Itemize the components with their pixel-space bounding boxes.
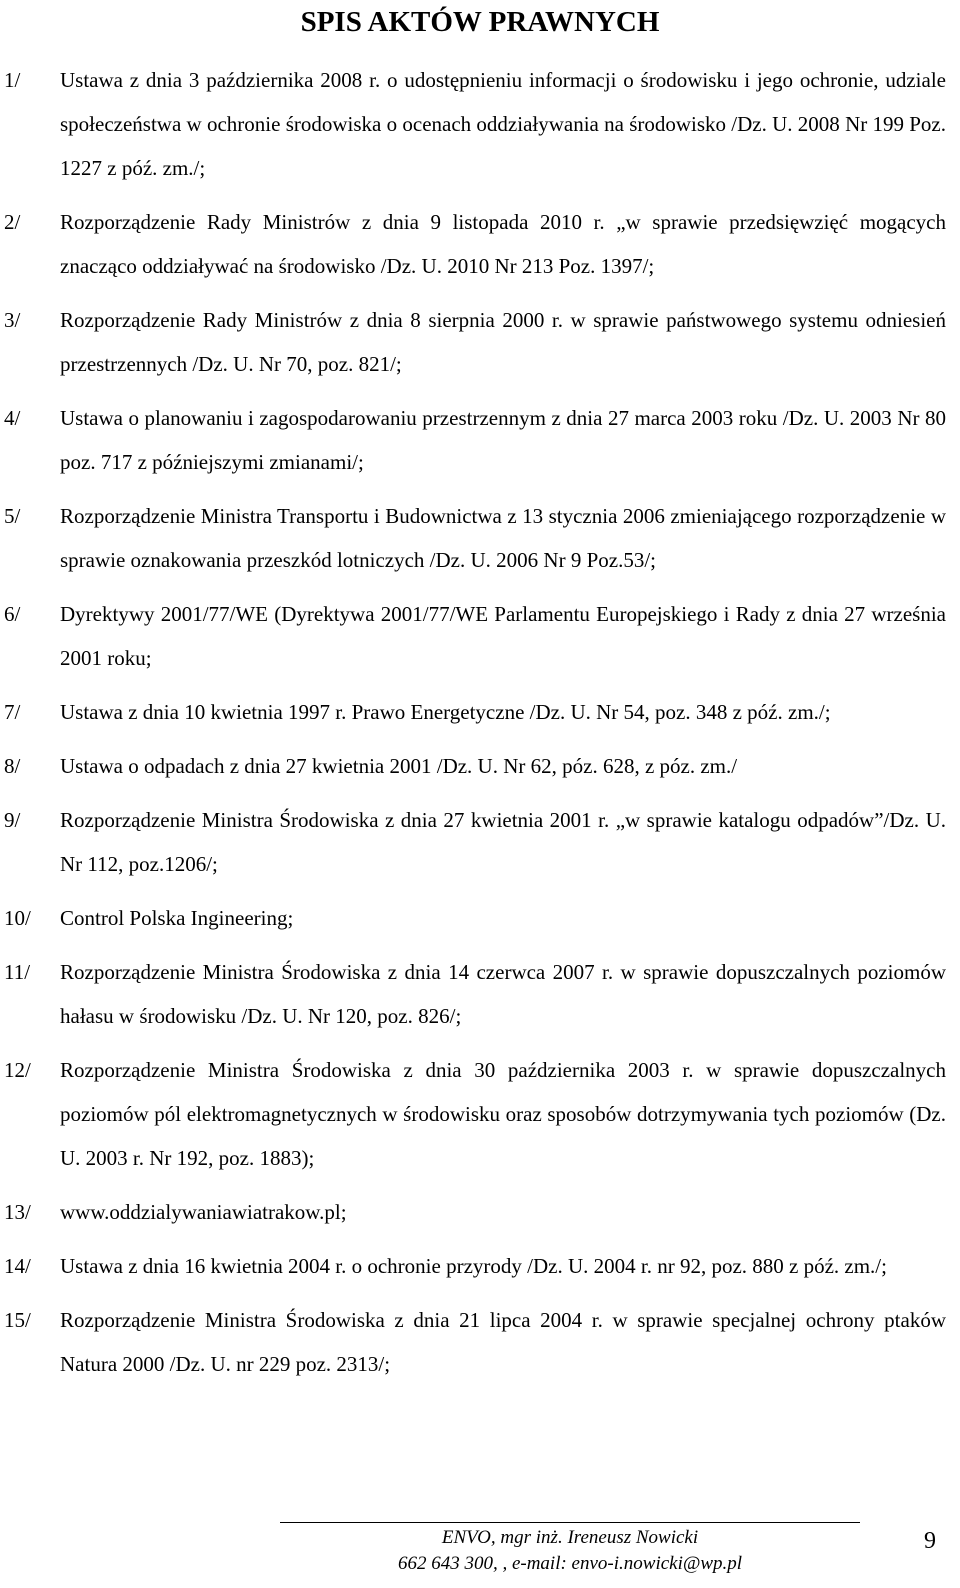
item-number: 7/ (4, 700, 21, 724)
item-number: 13/ (4, 1200, 31, 1224)
item-number: 9/ (4, 808, 21, 832)
item-number: 8/ (4, 754, 21, 778)
item-text: Ustawa o odpadach z dnia 27 kwietnia 2001 /Dz. U. Nr 62, póz. 628, z póz. zm./ (60, 754, 738, 778)
item-text: Rozporządzenie Ministra Środowiska z dnia 30 października 2003 r. w sprawie dopuszczalnych poziomów pól elektromagnetycznych w środowisku oraz sposobów dotrzymywania tych poziomów (Dz. U. 2003 r. Nr 192, poz. 1883); (60, 1058, 946, 1170)
item-number: 15/ (4, 1308, 31, 1332)
item-number: 2/ (4, 210, 21, 234)
item-text: Ustawa z dnia 16 kwietnia 2004 r. o ochronie przyrody /Dz. U. 2004 r. nr 92, poz. 880 z póź. zm./; (60, 1254, 887, 1278)
item-text: Rozporządzenie Rady Ministrów z dnia 8 sierpnia 2000 r. w sprawie państwowego systemu odniesień przestrzennych /Dz. U. Nr 70, poz. 821/; (60, 308, 946, 376)
list-item (0, 690, 960, 734)
item-text: Ustawa z dnia 10 kwietnia 1997 r. Prawo Energetyczne /Dz. U. Nr 54, poz. 348 z póź. zm./; (60, 700, 831, 724)
list-item (0, 494, 960, 582)
list-item (0, 58, 960, 190)
item-number: 14/ (4, 1254, 31, 1278)
list-item (0, 1048, 960, 1180)
item-number: 10/ (4, 906, 31, 930)
footer-contact: 662 643 300, , e-mail: envo-i.nowicki@wp.pl (397, 1553, 743, 1574)
item-number: 1/ (4, 68, 21, 92)
item-text: Control Polska Ingineering; (60, 906, 294, 930)
list-item (0, 1298, 960, 1386)
item-text: Rozporządzenie Ministra Środowiska z dnia 21 lipca 2004 r. w sprawie specjalnej ochrony ptaków Natura 2000 /Dz. U. nr 229 poz. 2313/; (60, 1308, 946, 1376)
item-text: Rozporządzenie Ministra Transportu i Budownictwa z 13 stycznia 2006 zmieniającego rozporządzenie w sprawie oznakowania przeszkód lotniczych /Dz. U. 2006 Nr 9 Poz.53/; (60, 504, 946, 572)
item-text: Rozporządzenie Ministra Środowiska z dnia 27 kwietnia 2001 r. „w sprawie katalogu odpadów”/Dz. U. Nr 112, poz.1206/; (60, 808, 946, 876)
list-item (0, 1190, 960, 1234)
item-number: 3/ (4, 308, 21, 332)
list-item (0, 200, 960, 288)
item-number: 12/ (4, 1058, 31, 1082)
item-number: 4/ (4, 406, 21, 430)
list-item (0, 298, 960, 386)
legal-acts-list (0, 58, 960, 1396)
item-number: 6/ (4, 602, 21, 626)
list-item (0, 744, 960, 788)
item-text: Ustawa z dnia 3 października 2008 r. o udostępnieniu informacji o środowisku i jego ochronie, udziale społeczeństwa w ochronie środowiska o ocenach oddziaływania na środowisko /Dz. U. 2008 Nr 199 Poz. 1227 z póź. zm./; (60, 68, 946, 180)
footer-author: ENVO, mgr inż. Ireneusz Nowicki (441, 1527, 699, 1548)
list-item (0, 950, 960, 1038)
item-text: www.oddzialywaniawiatrakow.pl; (60, 1200, 347, 1224)
list-item (0, 798, 960, 886)
document-title: SPIS AKTÓW PRAWNYCH (300, 6, 660, 38)
item-number: 5/ (4, 504, 21, 528)
item-number: 11/ (4, 960, 31, 984)
list-item (0, 592, 960, 680)
list-item (0, 396, 960, 484)
item-text: Rozporządzenie Ministra Środowiska z dnia 14 czerwca 2007 r. w sprawie dopuszczalnych poziomów hałasu w środowisku /Dz. U. Nr 120, poz. 826/; (60, 960, 946, 1028)
page-footer (280, 1522, 860, 1577)
list-item (0, 1244, 960, 1288)
item-text: Rozporządzenie Rady Ministrów z dnia 9 listopada 2010 r. „w sprawie przedsięwzięć mogących znacząco oddziaływać na środowisko /Dz. U. 2010 Nr 213 Poz. 1397/; (60, 210, 946, 278)
page-number: 9 (924, 1528, 936, 1554)
item-text: Dyrektywy 2001/77/WE (Dyrektywa 2001/77/WE Parlamentu Europejskiego i Rady z dnia 27 września 2001 roku; (60, 602, 946, 670)
list-item (0, 896, 960, 940)
item-text: Ustawa o planowaniu i zagospodarowaniu przestrzennym z dnia 27 marca 2003 roku /Dz. U. 2003 Nr 80 poz. 717 z późniejszymi zmianami/; (60, 406, 946, 474)
